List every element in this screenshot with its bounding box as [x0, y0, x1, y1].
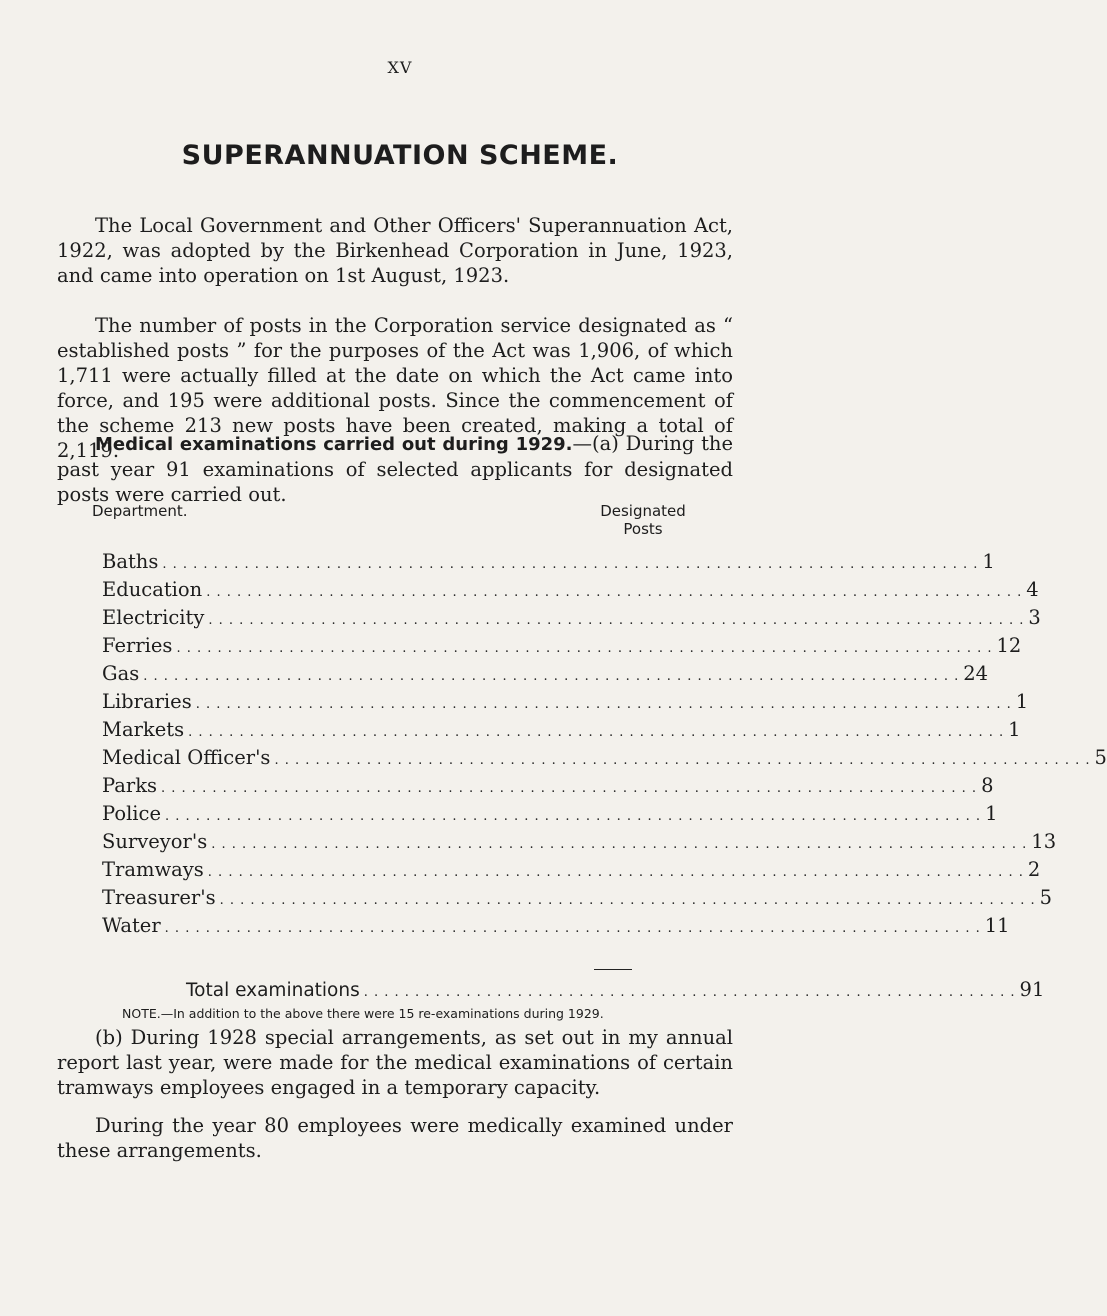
- column-header-department: Department.: [92, 502, 188, 520]
- footnote: NOTE.—In addition to the above there were 15 re-examinations during 1929.: [122, 1006, 604, 1021]
- table-row: [102, 772, 994, 800]
- column-header-designated-posts: [578, 502, 708, 538]
- leader-dots: . . . . . . . . . . . . . . . . . . . . . . . . . . . . . . . . . . . . . . . . . . . . . . . . . . . . . . . . . . . . . . . . . . . . . . . . . . . . . . . .: [161, 781, 978, 796]
- department-name: Police: [102, 802, 162, 825]
- leader-dots: . . . . . . . . . . . . . . . . . . . . . . . . . . . . . . . . . . . . . . . . . . . . . . . . . . . . . . . . . . . . . . . . . . . . . . . . . . . . . . . .: [207, 865, 1024, 880]
- designated-posts-count: 3: [1028, 606, 1041, 629]
- leader-dots: . . . . . . . . . . . . . . . . . . . . . . . . . . . . . . . . . . . . . . . . . . . . . . . . . . . . . . . . . . . . . . . .: [363, 985, 1016, 1000]
- page-number: XV: [387, 58, 413, 77]
- department-name: Libraries: [102, 690, 192, 713]
- table-row: [102, 632, 1022, 660]
- leader-dots: . . . . . . . . . . . . . . . . . . . . . . . . . . . . . . . . . . . . . . . . . . . . . . . . . . . . . . . . . . . . . . . . . . . . . . . . . . . . . . . .: [219, 893, 1036, 908]
- column-header-line: Posts: [623, 520, 663, 538]
- column-header-line: Designated: [600, 502, 686, 520]
- leader-dots: . . . . . . . . . . . . . . . . . . . . . . . . . . . . . . . . . . . . . . . . . . . . . . . . . . . . . . . . . . . . . . . . . . . . . . . . . . . . . . . .: [206, 585, 1023, 600]
- table-row: [102, 744, 1107, 772]
- designated-posts-count: 8: [981, 774, 994, 797]
- department-name: Baths: [102, 550, 159, 573]
- department-name: Gas: [102, 662, 140, 685]
- designated-posts-count: 5: [1039, 886, 1053, 909]
- table-row: [102, 576, 1039, 604]
- section-heading: Medical examinations carried out during 1929.: [95, 434, 573, 455]
- table-row: [102, 800, 998, 828]
- leader-dots: . . . . . . . . . . . . . . . . . . . . . . . . . . . . . . . . . . . . . . . . . . . . . . . . . . . . . . . . . . . . . . . . . . . . . . . . . . . . . . . .: [176, 641, 993, 656]
- table-row: [102, 604, 1041, 632]
- designated-posts-count: 11: [984, 914, 1010, 937]
- table-row: [102, 884, 1053, 912]
- designated-posts-count: 1: [982, 550, 995, 573]
- paragraph-act-adoption: The Local Government and Other Officers' Superannuation Act, 1922, was adopted by the Birkenhead Corporation in June, 1923, and came into operation on 1st August, 1923.: [57, 214, 733, 287]
- table-row: [102, 912, 1010, 940]
- leader-dots: . . . . . . . . . . . . . . . . . . . . . . . . . . . . . . . . . . . . . . . . . . . . . . . . . . . . . . . . . . . . . . . . . . . . . . . . . . . . . . . .: [274, 753, 1091, 768]
- designated-posts-count: 1: [1008, 718, 1021, 741]
- department-name: Water: [102, 914, 161, 937]
- leader-dots: . . . . . . . . . . . . . . . . . . . . . . . . . . . . . . . . . . . . . . . . . . . . . . . . . . . . . . . . . . . . . . . . . . . . . . . . . . . . . . . .: [162, 557, 979, 572]
- total-value: 91: [1019, 978, 1045, 1001]
- leader-dots: . . . . . . . . . . . . . . . . . . . . . . . . . . . . . . . . . . . . . . . . . . . . . . . . . . . . . . . . . . . . . . . . . . . . . . . . . . . . . . . .: [208, 613, 1025, 628]
- department-name: Electricity: [102, 606, 205, 629]
- paragraph-employees-examined: During the year 80 employees were medically examined under these arrangements.: [57, 1114, 733, 1162]
- leader-dots: . . . . . . . . . . . . . . . . . . . . . . . . . . . . . . . . . . . . . . . . . . . . . . . . . . . . . . . . . . . . . . . . . . . . . . . . . . . . . . . .: [165, 809, 982, 824]
- total-row: [186, 976, 1045, 1007]
- department-table: [102, 548, 1107, 940]
- designated-posts-count: 24: [963, 662, 989, 685]
- paragraph-special-arrangements: (b) During 1928 special arrangements, as set out in my annual report last year, were made for the medical examinations of certain tramways employees engaged in a temporary capacity.: [57, 1026, 733, 1099]
- designated-posts-count: 1: [985, 802, 998, 825]
- page-title: SUPERANNUATION SCHEME.: [181, 140, 619, 171]
- department-name: Markets: [102, 718, 185, 741]
- paragraph-established-posts: The number of posts in the Corporation service designated as “ established posts ” for the purposes of the Act was 1,906, of which 1,711 were actually filled at the date on which the Act came into force, and 195 were additional posts. Since the commencement of the scheme 213 new posts have been created, making a total of 2,119.: [57, 314, 733, 462]
- table-row: [102, 828, 1057, 856]
- table-row: [102, 660, 989, 688]
- paragraph-medical-examinations: [57, 431, 733, 507]
- department-name: Parks: [102, 774, 158, 797]
- designated-posts-count: 4: [1026, 578, 1039, 601]
- leader-dots: . . . . . . . . . . . . . . . . . . . . . . . . . . . . . . . . . . . . . . . . . . . . . . . . . . . . . . . . . . . . . . . . . . . . . . . . . . . . . . . .: [143, 669, 960, 684]
- designated-posts-count: 13: [1031, 830, 1057, 853]
- table-row: [102, 716, 1021, 744]
- department-name: Tramways: [102, 858, 204, 881]
- total-divider: [594, 969, 632, 970]
- department-name: Surveyor's: [102, 830, 208, 853]
- leader-dots: . . . . . . . . . . . . . . . . . . . . . . . . . . . . . . . . . . . . . . . . . . . . . . . . . . . . . . . . . . . . . . . . . . . . . . . . . . . . . . . .: [211, 837, 1028, 852]
- department-name: Medical Officer's: [102, 746, 271, 769]
- designated-posts-count: 12: [996, 634, 1022, 657]
- designated-posts-count: 2: [1027, 858, 1041, 881]
- leader-dots: . . . . . . . . . . . . . . . . . . . . . . . . . . . . . . . . . . . . . . . . . . . . . . . . . . . . . . . . . . . . . . . . . . . . . . . . . . . . . . . .: [164, 921, 981, 936]
- department-name: Ferries: [102, 634, 173, 657]
- leader-dots: . . . . . . . . . . . . . . . . . . . . . . . . . . . . . . . . . . . . . . . . . . . . . . . . . . . . . . . . . . . . . . . . . . . . . . . . . . . . . . . .: [195, 697, 1012, 712]
- designated-posts-count: 5: [1094, 746, 1107, 769]
- designated-posts-count: 1: [1015, 690, 1029, 713]
- total-label: Total examinations: [186, 980, 360, 1001]
- department-name: Education: [102, 578, 203, 601]
- table-row: [102, 548, 995, 576]
- table-row: [102, 856, 1041, 884]
- department-name: Treasurer's: [102, 886, 216, 909]
- leader-dots: . . . . . . . . . . . . . . . . . . . . . . . . . . . . . . . . . . . . . . . . . . . . . . . . . . . . . . . . . . . . . . . . . . . . . . . . . . . . . . . .: [188, 725, 1005, 740]
- paragraph-text: —(a) During the past year 91 examinations of selected applicants for designated posts were carried out.: [57, 432, 734, 506]
- table-row: [102, 688, 1029, 716]
